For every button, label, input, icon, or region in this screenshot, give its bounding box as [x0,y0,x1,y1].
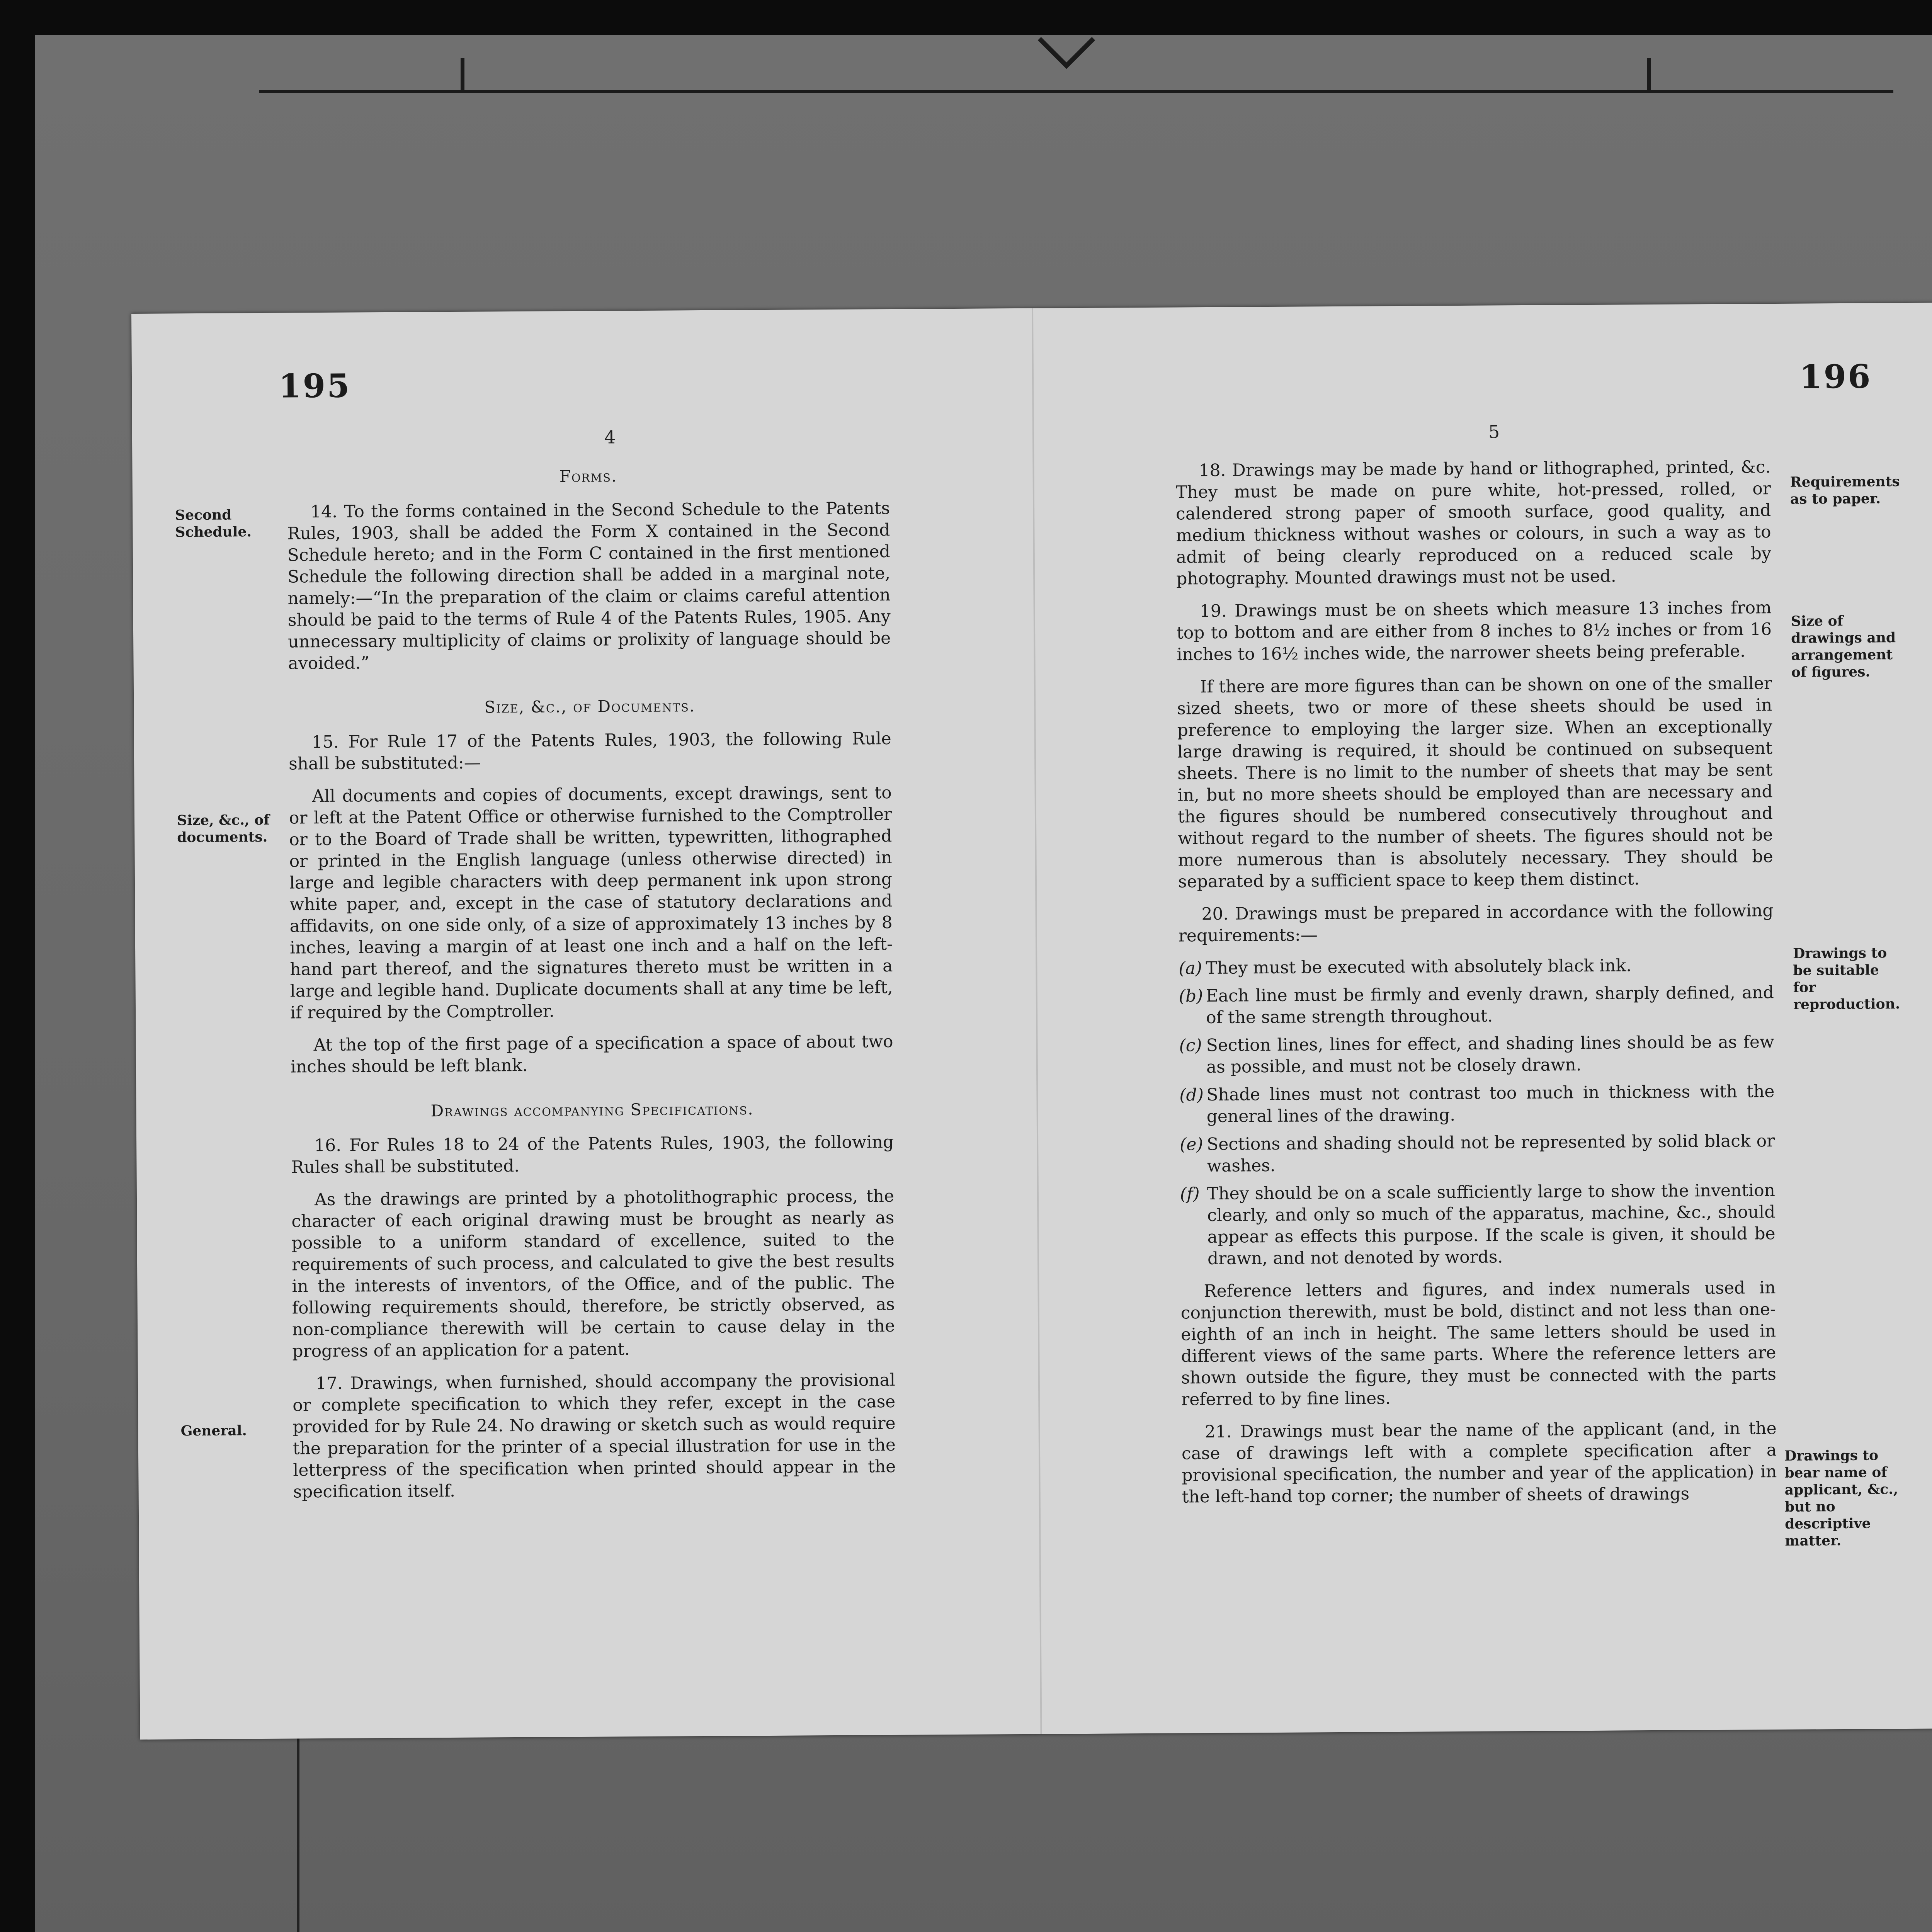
item-text: Section lines, lines for effect, and shading lines should be as few as possible, and must not be closely drawn. [1206,1032,1774,1077]
heading-forms: Forms. [559,466,617,486]
requirement-item [1179,982,1774,1029]
paragraph-18: 18. Drawings may be made by hand or lithographed, printed, &c. They must be made on pure white, hot-pressed, rolled, or calendered strong paper of smooth surface, good quality, and medium thickness without washes or colours, in such a way as to admit of being clearly reproduced on a reduced scale by photography. Mounted drawings must not be used. [1175,457,1772,589]
paragraph-20: 20. Drawings must be prepared in accordance with the following requirements:— [1178,901,1774,946]
paragraph-17: 17. Drawings, when furnished, should accompany the provisional or complete specification to which they refer, except in the case provided for by Rule 24. No drawing or sketch such as would require the preparation for the printer of a special illustration for use in the letterpress of the specification when printed should appear in the specification itself. [293,1370,896,1502]
item-label: (b) [1179,986,1203,1006]
paragraph-16: 16. For Rules 18 to 24 of the Patents Rules, 1903, the following Rules shall be substituted. [291,1132,894,1177]
paragraph-14: 14. To the forms contained in the Second Schedule to the Patents Rules, 1903, shall be added the Form X contained in the Second Schedule hereto; and in the Form C contained in the first mentioned Schedule the following direction shall be added in a marginal note, namely:—“In the preparation of the claim or claims careful attention should be paid to the terms of Rule 4 of the Patents Rules, 1905. Any unnecessary multiplicity of claims or prolixity of language should be avoided.” [287,498,891,673]
item-text: Each line must be firmly and evenly drawn, sharply defined, and of the same strength throughout. [1206,983,1774,1028]
item-text: They should be on a scale sufficiently large to show the invention clearly, and only so much of the apparatus, machine, &c., should appear as effects this purpose. If the scale is given, it should be drawn, and not denoted by words. [1207,1180,1776,1269]
paragraph-more-figures: If there are more figures than can be shown on one of the smaller sized sheets, two or more of these sheets should be used in preference to employing the larger size. When an exceptionally large drawing is required, it should be continued on subsequent sheets. There is no limit to the number of sheets that may be sent in, but no more sheets should be employed than are necessary and the figures should be numbered consecutively throughout and without regard to the number of sheets. The figures should not be more numerous than is absolutely necessary. They should be separated by a sufficient space to keep them distinct. [1177,673,1773,892]
notch-mark [1036,35,1097,70]
guide-line-left [297,1731,299,1932]
center-fold [1032,308,1042,1734]
requirement-item [1179,1081,1775,1128]
heading-drawings: Drawings accompanying Specifications. [430,1099,754,1121]
binding-tick-right [1647,58,1651,93]
item-label: (d) [1179,1085,1204,1105]
paragraph-reference-letters: Reference letters and figures, and index numerals used in conjunction therewith, must be bold, distinct and not less than one-eighth of an inch in height. The same letters should be used in different views of the same parts. Where the reference letters are shown outside the figure, they must be connected with the parts referred to by fine lines. [1180,1278,1777,1410]
item-text: They must be executed with absolutely black ink. [1206,956,1632,978]
binding-tick-left [461,58,464,93]
left-page-number: 195 [278,366,351,405]
document-spread [131,303,1932,1740]
paragraph-15-rule: All documents and copies of documents, except drawings, sent to or left at the Patent Office or otherwise furnished to the Comptroller or to the Board of Trade shall be written, typewritten, lithographed or printed in the English language (unless otherwise directed) in large and legible characters with deep permanent ink upon strong white paper, and, except in the case of statutory declarations and affidavits, on one side only, of a size of approximately 13 inches by 8 inches, leaving a margin of at least one inch and a half on the left-hand part thereof, and the signatures thereto must be written in a large and legible hand. Duplicate documents shall at any time be left, if required by the Comptroller. [289,783,893,1023]
item-text: Shade lines must not contrast too much in thickness with the general lines of the drawing. [1206,1082,1775,1127]
requirement-item [1179,954,1774,979]
requirement-item [1180,1180,1776,1270]
paragraph-19: 19. Drawings must be on sheets which measure 13 inches from top to bottom and are either from 8 inches to 8½ inches or from 16 inches to 16½ inches wide, the narrower sheets being preferable. [1176,598,1772,665]
margin-note-second-schedule: Second Schedule. [175,507,252,541]
paragraph-photolithographic: As the drawings are printed by a photolithographic process, the character of each original drawing must be brought as nearly as possible to a uniform standard of excellence, suited to the requirements of such process, and calculated to give the best results in the interests of inventors, of the Office, and of the public. The following requirements should, therefore, be strictly observed, as non-compliance therewith will be certain to cause delay in the progress of an application for a patent. [291,1186,895,1361]
item-label: (c) [1179,1036,1202,1056]
margin-note-paper: Requirements as to paper. [1790,473,1900,507]
item-label: (e) [1180,1134,1203,1155]
paragraph-21: 21. Drawings must bear the name of the applicant (and, in the case of drawings left with a complete specification after a provisional specification, the number and year of the application) in the left-hand top corner; the number of sheets of drawings [1181,1418,1777,1507]
right-page-body [1175,456,1777,1519]
item-text: Sections and shading should not be represented by solid black or washes. [1207,1131,1775,1176]
paragraph-15: 15. For Rule 17 of the Patents Rules, 1903, the following Rule shall be substituted:— [288,729,891,774]
right-page-number: 196 [1799,357,1872,396]
left-page-body [287,460,896,1514]
margin-note-general: General. [180,1422,247,1439]
item-label: (f) [1180,1184,1200,1204]
margin-note-size-documents: Size, &c., of documents. [177,811,270,846]
right-folio: 5 [1488,421,1500,442]
item-label: (a) [1179,958,1202,978]
margin-note-size-drawings: Size of drawings and arrangement of figures. [1791,612,1896,680]
margin-note-reproduction: Drawings to be suitable for reproduction. [1793,945,1900,1013]
requirement-item [1179,1031,1774,1078]
requirement-item [1180,1130,1775,1177]
margin-note-name: Drawings to bear name of applicant, &c., but no descriptive matter. [1784,1447,1898,1549]
heading-size-documents: Size, &c., of Documents. [484,696,696,717]
left-folio: 4 [604,427,616,448]
paragraph-blank-space: At the top of the first page of a specification a space of about two inches should be left blank. [290,1031,893,1077]
